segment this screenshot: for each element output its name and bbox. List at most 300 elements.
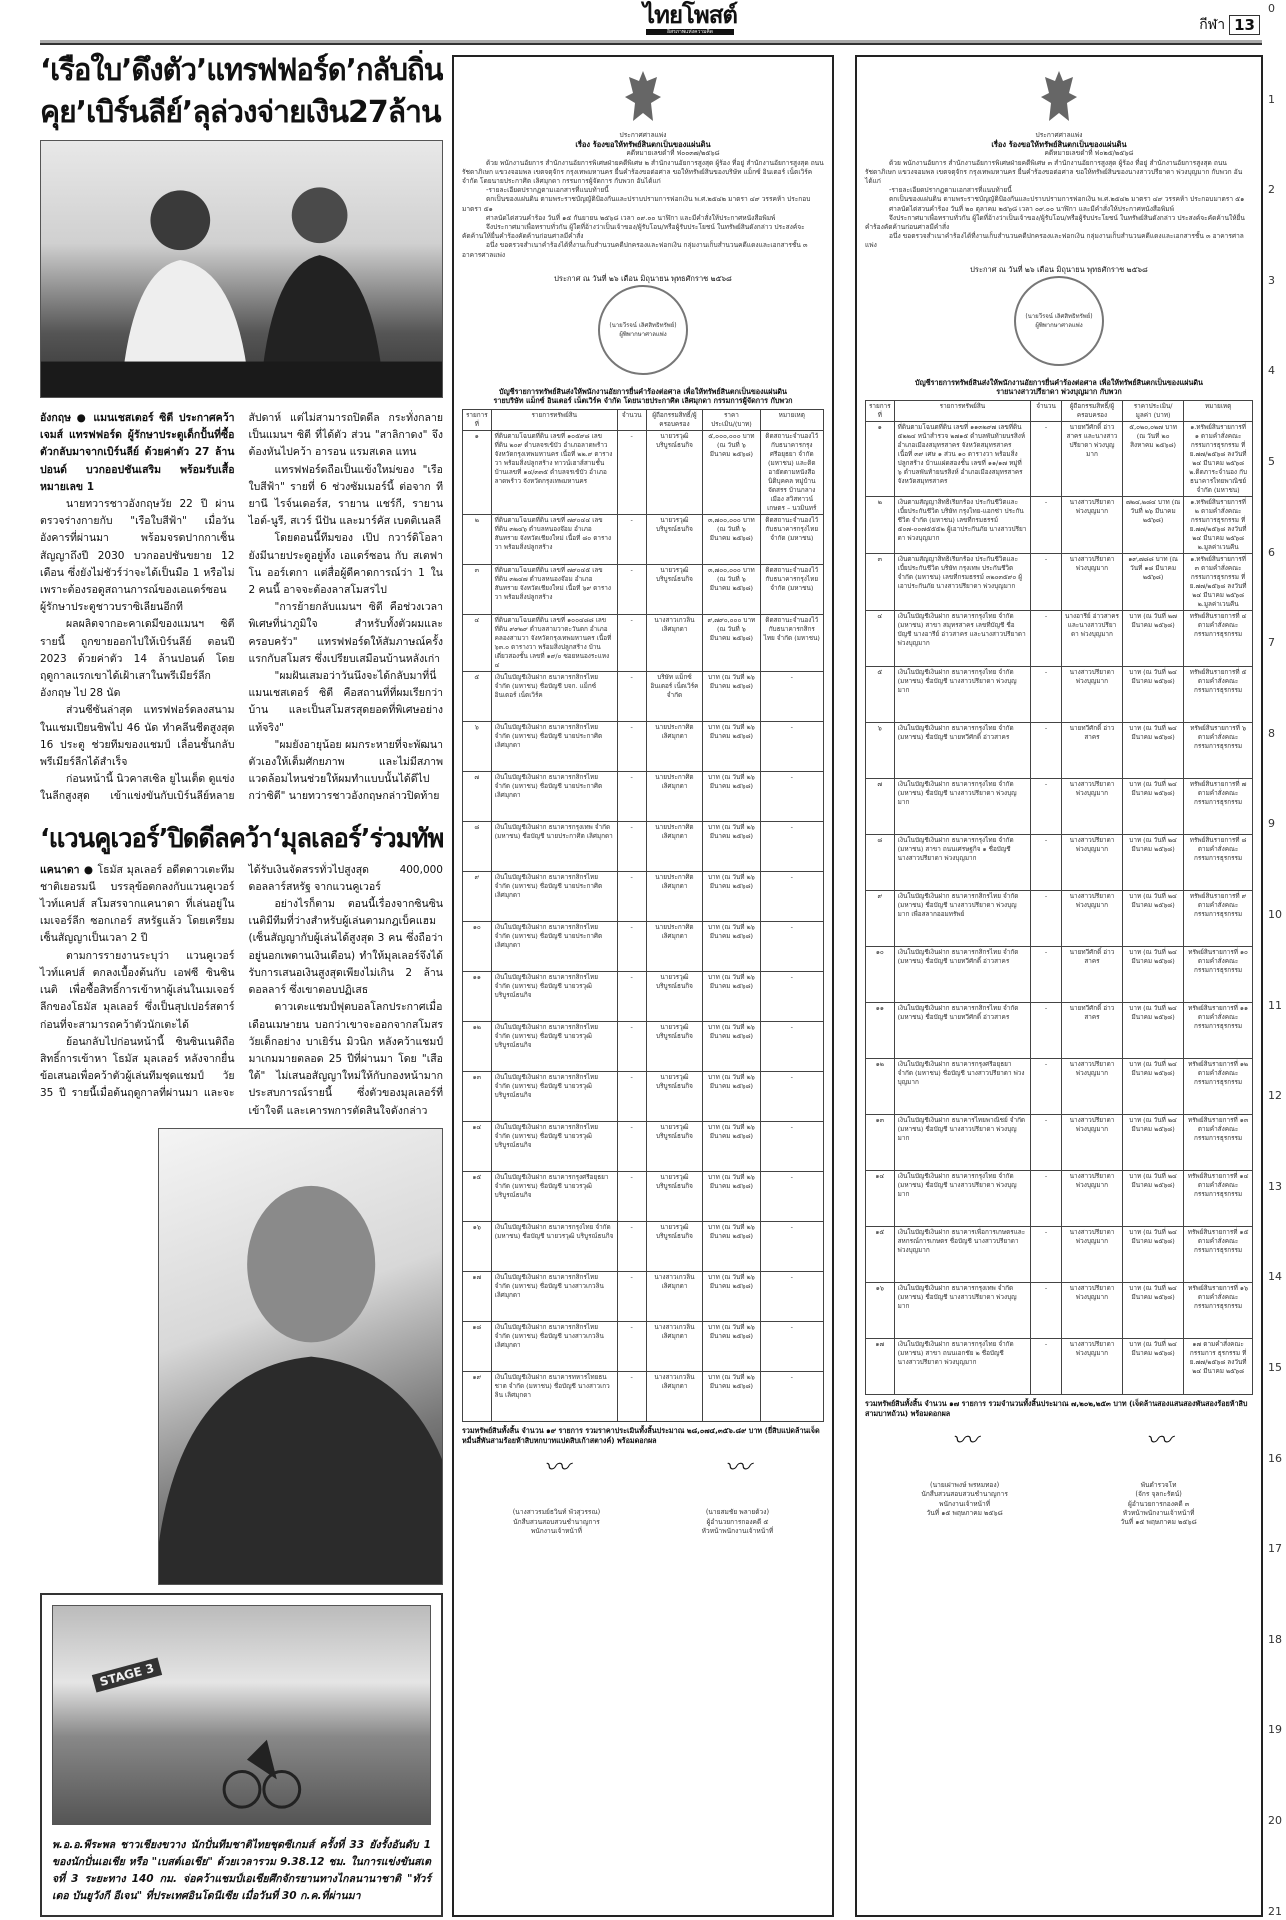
asset-cell: ทรัพย์สินรายการที่ ๑๒ ตามคำสั่งคณะกรรมการธุรกรรม (1184, 1059, 1253, 1115)
asset-cell: ทรัพย์สินรายการที่ ๕ ตามคำสั่งคณะกรรมการธุรกรรม (1184, 667, 1253, 723)
asset-cell: - (617, 515, 646, 565)
asset-cell: ๑๔ (866, 1171, 895, 1227)
asset-cell: - (1031, 611, 1062, 667)
asset-cell: นายทวีศักดิ์ อ่าวสาคร (1061, 1003, 1122, 1059)
asset-cell: ๕ (463, 672, 492, 722)
asset-cell: นายประกาศิต เลิศมุกดา (646, 772, 703, 822)
notice-paragraph: ศาลนัดไต่สวนคำร้อง วันที่ ๑๕ กันยายน ๒๕๖๘ เวลา ๐๙.๐๐ นาฬิกา และมีคำสั่งให้ประกาศหนังสือพิมพ์ (486, 213, 776, 222)
asset-cell: เงินตามสัญญาสิทธิเรียกร้อง ประกันชีวิตและเบี้ยประกันชีวิต บริษัท กรุงเทพ ประกันชีวิต จำกัด (มหาชน) เลขที่กรมธรรม์ ๓๒๐๓๕๙๐ ผู้เอาประกันภัย นางสาวปรียาดา พ่วงบุญมาก (894, 554, 1031, 611)
asset-cell: ๕ (866, 667, 895, 723)
asset-cell: - (617, 1022, 646, 1072)
article-paragraph: แทรฟฟอร์ดถือเป็นแข้งใหม่ของ "เรือใบสีฟ้า" รายที่ 6 ช่วงซัมเมอร์นี้ ต่อจาก ทียานี ไรจ์นเดอร์ส, รายาน แชร์กี, รายาน ไอต์-นูรี, สเวร์ นีปัน และมาร์คัส เบตติเนลลี (248, 463, 443, 528)
asset-cell: นายวรวุฒิ บริบูรณ์ธนกิจ (646, 1122, 703, 1172)
asset-row (866, 554, 1253, 611)
section-label (1199, 14, 1260, 36)
asset-row (463, 972, 824, 1022)
signatory-name: (นายเผ่าพงษ์ พรหมทอง) (930, 1481, 1000, 1490)
asset-row (463, 772, 824, 822)
article-paragraph: ก่อนหน้านี้ นิวคาสเซิล ยูไนเต็ด ดูแข่งในลีกสูงสุด เข้าแข่งขันกับเบิร์นลีย์หลายสัปดาห์ แต่ไม่สามารถปิดดีล กระทั่งกลายเป็นแมนฯ ซิตี ที่ได้ตัว ส่วน "สาลิกาดง" จึงต้องหันไปคว้า อารอน แรมสเดล แทน (40, 412, 443, 803)
asset-cell: นางสาวเกวลิน เลิศมุกดา (646, 615, 703, 672)
line-number: 10 (1268, 908, 1282, 921)
article2-headline: ‘แวนคูเวอร์’ปิดดีลคว้า‘มุลเลอร์’ร่วมทัพ (40, 823, 443, 854)
photo-people-silhouette (41, 141, 442, 397)
asset-list-title: บัญชีรายการทรัพย์สินส่งให้พนักงานอัยการยื่นคำร้องต่อศาล เพื่อให้ทรัพย์สินตกเป็นของแผ่นดิน (499, 387, 787, 397)
asset-cell: นายวรวุฒิ บริบูรณ์ธนกิจ (646, 515, 703, 565)
line-number: 6 (1268, 545, 1275, 559)
notice-date: ประกาศ ณ วันที่ ๒๖ เดือน มิถุนายน พุทธศักราช ๒๕๖๘ (554, 273, 732, 283)
asset-cell: นายประกาศิต เลิศมุกดา (646, 722, 703, 772)
asset-row (463, 1372, 824, 1422)
asset-cell: ๙ (866, 891, 895, 947)
asset-cell: - (617, 565, 646, 615)
asset-cell: - (617, 922, 646, 972)
column-header: รายการทรัพย์สิน (894, 401, 1031, 422)
column-header: หมายเหตุ (1184, 401, 1253, 422)
asset-cell: ๗ (463, 772, 492, 822)
asset-cell: เงินในบัญชีเงินฝาก ธนาคารกรุงไทย จำกัด (มหาชน) ชื่อบัญชี นางสาวปรียาดา พ่วงบุญมาก (894, 1171, 1031, 1227)
signatory-title: ผู้อำนวยการกองคดี ๕ (706, 1517, 769, 1526)
notice-paragraph: ตกเป็นของแผ่นดิน ตามพระราชบัญญัติป้องกันและปราบปรามการฟอกเงิน พ.ศ.๒๕๔๒ มาตรา ๔๙ วรรคห้า ประกอบมาตรา ๕๑ (462, 195, 811, 213)
asset-cell: ๑ (463, 431, 492, 515)
asset-row (866, 611, 1253, 667)
asset-row (463, 431, 824, 515)
asset-cell: ๑๙ (463, 1372, 492, 1422)
asset-cell: บาท (ณ วันที่ ๒๖ มีนาคม ๒๕๖๘) (703, 1122, 760, 1172)
asset-cell: นางสาวปรียาดา พ่วงบุญมาก (1061, 667, 1122, 723)
asset-row (866, 1059, 1253, 1115)
asset-cell: นางสาวปรียาดา พ่วงบุญมาก (1061, 1115, 1122, 1171)
asset-cell: ๓ (866, 554, 895, 611)
asset-cell: ๑.ทรัพย์สินรายการที่ ๒ ตามคำสั่งคณะกรรมการธุรกรรม ที่ ย.๗๗/๒๕๖๘ ลงวันที่ ๒๔ มีนาคม ๒๕๖๘ ๒.มูลค่าเวนคืน (1184, 497, 1253, 554)
article-paragraph: ผลผลิตจากอะคาเดมีของแมนฯ ซิตี รายนี้ ถูกขายออกไปให้เบิร์นลีย์ ตอนปี 2023 ด้วยค่าตัว 14 ล้านปอนด์ โดยฤดูกาลแรกเขาได้เฝ้าเสาในพรีเมียร์ลีกอังกฤษ ไป 28 นัด (40, 618, 235, 700)
asset-cell: เงินในบัญชีเงินฝาก ธนาคารกรุงศรีอยุธยา จำกัด (มหาชน) ชื่อบัญชี นายวรวุฒิ บริบูรณ์ธนกิจ (491, 1172, 617, 1222)
asset-row (463, 565, 824, 615)
asset-cell: - (617, 1172, 646, 1222)
asset-cell: บาท (ณ วันที่ ๒๖ มีนาคม ๒๕๖๘) (703, 872, 760, 922)
asset-cell: เงินในบัญชีเงินฝาก ธนาคารเพื่อการเกษตรและสหกรณ์การเกษตร ชื่อบัญชี นางสาวปรียาดา พ่วงบุญมาก (894, 1227, 1031, 1283)
column-header: ราคาประเมิน/มูลค่า (บาท) (1123, 401, 1184, 422)
asset-cell: นางสาวปรียาดา พ่วงบุญมาก (1061, 779, 1122, 835)
asset-cell: เงินในบัญชีเงินฝาก ธนาคารทหารไทยธนชาต จำกัด (มหาชน) ชื่อบัญชี นางสาวเกวลิน เลิศมุกดา (491, 1372, 617, 1422)
asset-cell: เงินในบัญชีเงินฝาก ธนาคารกสิกรไทย จำกัด (มหาชน) ชื่อบัญชี นายวรวุฒิ บริบูรณ์ธนกิจ (491, 1022, 617, 1072)
asset-cell: นายทวีศักดิ์ อ่าวสาคร และนางสาวปรียาดา พ่วงบุญมาก (1061, 422, 1122, 497)
garuda-emblem-icon (623, 67, 663, 127)
asset-cell: - (760, 922, 823, 972)
asset-cell: บาท (ณ วันที่ ๒๖ มีนาคม ๒๕๖๘) (703, 672, 760, 722)
asset-cell: นายวรวุฒิ บริบูรณ์ธนกิจ (646, 1222, 703, 1272)
asset-row (463, 872, 824, 922)
asset-cell: นางสาวเกวลิน เลิศมุกดา (646, 1272, 703, 1322)
line-number: 12 (1268, 1089, 1282, 1103)
asset-cell: บาท (ณ วันที่ ๒๔ มีนาคม ๒๕๖๘) (1123, 1227, 1184, 1283)
asset-cell: บาท (ณ วันที่ ๒๖ มีนาคม ๒๕๖๘) (703, 1322, 760, 1372)
asset-row (866, 1339, 1253, 1395)
asset-cell: - (760, 1172, 823, 1222)
column-header: จำนวน (617, 410, 646, 431)
asset-cell: - (1031, 554, 1062, 611)
asset-cell: - (1031, 779, 1062, 835)
asset-cell: เงินในบัญชีเงินฝาก ธนาคารกรุงเทพ จำกัด (มหาชน) ชื่อบัญชี นายประกาศิต เลิศมุกดา (491, 822, 617, 872)
asset-cell: - (617, 1222, 646, 1272)
trafford-signing-photo (40, 140, 443, 398)
column-header: รายการที่ (866, 401, 895, 422)
asset-table (462, 409, 824, 1422)
asset-cell: - (1031, 891, 1062, 947)
asset-cell: เงินในบัญชีเงินฝาก ธนาคารกสิกรไทย จำกัด (มหาชน) ชื่อบัญชี นางสาวเกวลิน เลิศมุกดา (491, 1272, 617, 1322)
asset-cell: ๑๗ (866, 1339, 895, 1395)
asset-row (463, 1022, 824, 1072)
asset-cell: ๑๓ (866, 1115, 895, 1171)
asset-cell: บาท (ณ วันที่ ๒๔ มีนาคม ๒๕๖๘) (1123, 723, 1184, 779)
asset-cell: - (1031, 667, 1062, 723)
asset-cell: ทรัพย์สินรายการที่ ๖ ตามคำสั่งคณะกรรมการธุรกรรม (1184, 723, 1253, 779)
sports-column (40, 50, 443, 1917)
asset-cell: นางสาวปรียาดา พ่วงบุญมาก (1061, 1339, 1122, 1395)
line-number-ruler (1268, 0, 1286, 1920)
asset-cell: นางสาวปรียาดา พ่วงบุญมาก (1061, 891, 1122, 947)
asset-cell: บริษัท แม็กซ์ อินเตอร์ เน็ตเวิร์ค จำกัด (646, 672, 703, 722)
asset-cell: เงินในบัญชีเงินฝาก ธนาคารกรุงไทย จำกัด (มหาชน) ชื่อบัญชี นายทวีศักดิ์ อ่าวสาคร (894, 723, 1031, 779)
asset-cell: นายวรวุฒิ บริบูรณ์ธนกิจ (646, 431, 703, 515)
asset-cell: เงินในบัญชีเงินฝาก ธนาคารกสิกรไทย จำกัด (มหาชน) ชื่อบัญชี นายวรวุฒิ บริบูรณ์ธนกิจ (491, 972, 617, 1022)
asset-cell: นายประกาศิต เลิศมุกดา (646, 822, 703, 872)
line-number: 16 (1268, 1451, 1282, 1465)
asset-row (866, 1115, 1253, 1171)
asset-cell: บาท (ณ วันที่ ๒๔ มีนาคม ๒๕๖๘) (1123, 779, 1184, 835)
asset-row (866, 497, 1253, 554)
notice-paragraph: จึงประกาศมาเพื่อทราบทั่วกัน ผู้ใดที่อ้างว่าเป็นเจ้าของ/ผู้รับโอน/หรือผู้รับประโยชน์ ในทรัพย์สินดังกล่าว ประสงค์จะคัดค้านให้ยื่นคำร้องคัดค้านก่อนศาลมีคำสั่ง (462, 223, 805, 241)
asset-cell: - (617, 615, 646, 672)
asset-cell: ติดสถานะจำนองไว้กับธนาคารกรุงไทย จำกัด (มหาชน) (760, 565, 823, 615)
line-number: 13 (1268, 1179, 1282, 1193)
asset-cell: ติดสถานะจำนองไว้กับธนาคารกสิกรไทย จำกัด (มหาชน) (760, 615, 823, 672)
asset-cell: เงินในบัญชีเงินฝาก ธนาคารกรุงไทย จำกัด (มหาชน) สาขา สมุทรสาคร เลขที่บัญชี ชื่อบัญชี นางอารีย์ อ่าวสาคร และนางสาวปรียาดา พ่วงบุญมาก (894, 611, 1031, 667)
asset-cell: ทรัพย์สินรายการที่ ๑๓ ตามคำสั่งคณะกรรมการธุรกรรม (1184, 1115, 1253, 1171)
asset-row (463, 722, 824, 772)
asset-row (463, 822, 824, 872)
judge-name: (นายวีรจน์ เลิศสิทธิทรัพย์) (1025, 312, 1093, 320)
signatory-title: นักสืบสวนสอบสวนชำนาญการ (921, 1490, 1008, 1499)
article-paragraph: โดยตอนนี้ทีมของ เป๊ป กวาร์ดิโอลา ยังมีนายประตูอยู่ทั้ง เอแดร์ซอน กับ สเตฟาโน ออร์เตกา แต่สื่อผู้ดีคาดการณ์ว่า 1 ใน 2 คนนี้ อาจจะต้องลาสโมสรไป (248, 532, 443, 597)
asset-cell: เงินในบัญชีเงินฝาก ธนาคารกสิกรไทย จำกัด (มหาชน) ชื่อบัญชี นายวรวุฒิ บริบูรณ์ธนกิจ (491, 1122, 617, 1172)
asset-cell: นายทวีศักดิ์ อ่าวสาคร (1061, 723, 1122, 779)
asset-row (866, 1003, 1253, 1059)
asset-cell: ที่ดินตามโฉนดที่ดิน เลขที่ ๑๐๐๔๘๘ เลขที่ดิน ๙๙๒๙ ตำบลสามวาตะวันตก อำเภอคลองสามวา จังหวัดกรุงเทพมหานคร เนื้อที่ ๖๓.๐ ตารางวา พร้อมสิ่งปลูกสร้าง บ้านเดี่ยวสองชั้น เลขที่ ๑๙/๐ ซอยหนองระแหง ๔ (491, 615, 617, 672)
asset-row (866, 947, 1253, 1003)
asset-cell: - (617, 872, 646, 922)
asset-cell: นางสาวปรียาดา พ่วงบุญมาก (1061, 554, 1122, 611)
headline-line: ‘เรือใบ’ดึงตัว’แทรฟฟอร์ด’กลับถิ่น (40, 53, 443, 88)
asset-list-title: บัญชีรายการทรัพย์สินส่งให้พนักงานอัยการยื่นคำร้องต่อศาล เพื่อให้ทรัพย์สินตกเป็นของแผ่นดิน (915, 377, 1203, 387)
muller-photo (158, 1128, 443, 1585)
line-number: 20 (1268, 1814, 1282, 1827)
asset-cell: ๑๘ (463, 1322, 492, 1372)
article-paragraph: "การย้ายกลับแมนฯ ซิตี คือช่วงเวลาพิเศษที่น่าภูมิใจ สำหรับทั้งตัวผมและครอบครัว" แทรฟฟอร์ดให้สัมภาษณ์ครั้งแรกกับสโมสร ซึ่งเปรียบเสมือนบ้านหลังเก่า (248, 601, 443, 665)
asset-cell: บาท (ณ วันที่ ๒๔ มีนาคม ๒๕๖๘) (1123, 835, 1184, 891)
asset-cell: บาท (ณ วันที่ ๒๗ มีนาคม ๒๕๖๘) (1123, 611, 1184, 667)
asset-row (463, 1072, 824, 1122)
signatory (701, 1453, 774, 1536)
asset-cell: ๖ (866, 723, 895, 779)
article-paragraph: นายทวารชาวอังกฤษวัย 22 ปี ผ่านตรวจร่างกายกับ "เรือใบสีฟ้า" เมื่อวันอังคารที่ผ่านมา พร้อมจรดปากกาเซ็นสัญญาถึงปี 2030 บวกออปชันขยาย 12 เดือน ซึ่งยังไม่ชัวร์ว่าจะได้เป็นมือ 1 หรือไม่ เพราะต้องรอดูสถานการณ์ของเอแดร์ซอน ผู้รักษาประตูชาวบราซิเลียนอีกที (40, 498, 235, 614)
asset-cell: - (1031, 1283, 1062, 1339)
newspaper-logo (640, 2, 740, 35)
asset-cell: - (617, 1272, 646, 1322)
asset-row (463, 922, 824, 972)
asset-cell: บาท (ณ วันที่ ๒๖ มีนาคม ๒๕๖๘) (703, 1222, 760, 1272)
asset-cell: ๑๔ (463, 1122, 492, 1172)
notice-paragraph: ตกเป็นของแผ่นดิน ตามพระราชบัญญัติป้องกันและปราบปรามการฟอกเงิน พ.ศ.๒๕๔๒ มาตรา ๔๙ วรรคห้า ประกอบมาตรา ๕๑ (889, 195, 1245, 204)
asset-cell: - (760, 1222, 823, 1272)
asset-cell: นายวรวุฒิ บริบูรณ์ธนกิจ (646, 1172, 703, 1222)
asset-cell: นางสาวเกวลิน เลิศมุกดา (646, 1372, 703, 1422)
line-number: 21 (1268, 1904, 1282, 1918)
cycling-photo (52, 1605, 431, 1825)
asset-cell: ๓,๗๐๐,๐๐๐ บาท (ณ วันที่ ๖ มีนาคม ๒๕๖๘) (703, 515, 760, 565)
asset-cell: นางสาวปรียาดา พ่วงบุญมาก (1061, 1059, 1122, 1115)
asset-row (463, 1172, 824, 1222)
asset-cell: - (760, 1122, 823, 1172)
asset-cell: เงินในบัญชีเงินฝาก ธนาคารกสิกรไทย จำกัด (มหาชน) ชื่อบัญชี บจก. แม็กซ์ อินเตอร์ เน็ตเวิร์ค (491, 672, 617, 722)
asset-cell: - (760, 822, 823, 872)
asset-cell: - (617, 1122, 646, 1172)
table-header-row (463, 410, 824, 431)
column-header: จำนวน (1031, 401, 1062, 422)
asset-cell: ๑๖ (463, 1222, 492, 1272)
asset-cell: ๗ (866, 779, 895, 835)
line-number: 1 (1268, 92, 1275, 106)
asset-cell: ติดสถานะจำนองไว้กับธนาคารกรุงไทย จำกัด (มหาชน) (760, 515, 823, 565)
asset-cell: บาท (ณ วันที่ ๒๔ มีนาคม ๒๕๖๘) (1123, 891, 1184, 947)
asset-cell: บาท (ณ วันที่ ๒๖ มีนาคม ๒๕๖๘) (703, 772, 760, 822)
asset-cell: บาท (ณ วันที่ ๒๖ มีนาคม ๒๕๖๘) (703, 1372, 760, 1422)
article-lead: อังกฤษ ● แมนเชสเตอร์ ซิตี ประกาศคว้า เจมส์ แทรฟฟอร์ด ผู้รักษาประตูเด็กปั้นที่ซื้อตัวกลับมาจากเบิร์นลีย์ ด้วยค่าตัว 27 ล้านปอนด์ บวกออปชันเสริม พร้อมรับเสื้อหมายเลข 1 (40, 412, 235, 493)
asset-cell: เงินในบัญชีเงินฝาก ธนาคารกรุงไทย จำกัด (มหาชน) สาขา ถนนเศรษฐกิจ ๑ ชื่อบัญชี นางสาวปรียาดา พ่วงบุญมาก (894, 835, 1031, 891)
asset-cell: - (617, 772, 646, 822)
asset-cell: ๒ (866, 497, 895, 554)
asset-cell: - (760, 672, 823, 722)
asset-cell: ที่ดินตามโฉนดที่ดิน เลขที่ ๑๑๓๒๙๗ เลขที่ดิน ๕๒๒๔ หน้าสำรวจ ๒๗๑๕ ตำบลพันท้ายนรสิงห์ อำเภอเมืองสมุทรสาคร จังหวัดสมุทรสาคร เนื้อที่ ๓๙ เศษ ๑ ส่วน ๑๐ ตารางวา พร้อมสิ่งปลูกสร้าง บ้านแฝดสองชั้น เลขที่ ๑๑/๑๗ หมู่ที่ ๖ ตำบลพันท้ายนรสิงห์ อำเภอเมืองสมุทรสาคร จังหวัดสมุทรสาคร (894, 422, 1031, 497)
asset-cell: ๓,๗๐๐,๐๐๐ บาท (ณ วันที่ ๖ มีนาคม ๒๕๖๘) (703, 565, 760, 615)
asset-cell: นางสาวปรียาดา พ่วงบุญมาก (1061, 497, 1122, 554)
article-paragraph: "ผมยังอายุน้อย ผมกระหายที่จะพัฒนาตัวเองให้เต็มศักยภาพ และไม่มีสภาพแวดล้อมไหนช่วยให้ผมทำแบบนั้นได้ดีไปกว่าซิตี" นายทวารชาวอังกฤษกล่าวปิดท้าย (248, 738, 443, 803)
asset-row (463, 1222, 824, 1272)
notice-issuer: ประกาศศาลแพ่ง (619, 131, 667, 139)
asset-cell: เงินในบัญชีเงินฝาก ธนาคารกรุงไทย จำกัด (มหาชน) สาขา ถนนเอกชัย ๒ ชื่อบัญชี นางสาวปรียาดา พ่วงบุญมาก (894, 1339, 1031, 1395)
article-paragraph: อย่างไรก็ตาม ตอนนี้เรื่องจากซินซินเนติมีทีมที่ว่างสำหรับผู้เล่นตามกฎเบ็คแฮม (เซ็นสัญญากับผู้เล่นได้สูงสุด 3 คน ซึ่งถือว่าอยู่นอกเพดานเงินเดือน) ทำให้มุลเลอร์จึงได้รับการเสนอเงินสูงสุดเพียงไม่เกิน 2 ล้านดอลลาร์ ซึ่งเขาตอบปฏิเสธ (248, 898, 443, 997)
asset-cell: ๘ (463, 822, 492, 872)
notice-paragraph: ศาลนัดไต่สวนคำร้อง วันที่ ๒๐ ตุลาคม ๒๕๖๘ เวลา ๐๙.๐๐ นาฬิกา และมีคำสั่งให้ประกาศหนังสือพิมพ์ (889, 204, 1174, 213)
cycling-photo-box (40, 1593, 443, 1917)
asset-cell: เงินในบัญชีเงินฝาก ธนาคารกสิกรไทย จำกัด (มหาชน) ชื่อบัญชี นายวรวุฒิ บริบูรณ์ธนกิจ (491, 1072, 617, 1122)
asset-cell: ทรัพย์สินรายการที่ ๘ ตามคำสั่งคณะกรรมการธุรกรรม (1184, 835, 1253, 891)
article1-headline (40, 50, 443, 134)
asset-cell: ๑๕ (866, 1227, 895, 1283)
asset-row (866, 891, 1253, 947)
line-number: 5 (1268, 455, 1275, 468)
asset-cell: บาท (ณ วันที่ ๒๔ มีนาคม ๒๕๖๘) (1123, 1171, 1184, 1227)
line-number: 2 (1268, 183, 1275, 197)
asset-cell: - (1031, 723, 1062, 779)
asset-row (866, 779, 1253, 835)
signatory-name: (นางสาวรมย์ธวินท์ พัวสุวรรณ) (512, 1508, 601, 1517)
column-header: รายการที่ (463, 410, 492, 431)
asset-cell: ทรัพย์สินรายการที่ ๔ ตามคำสั่งคณะกรรมการธุรกรรม (1184, 611, 1253, 667)
asset-cell: บาท (ณ วันที่ ๒๔ มีนาคม ๒๕๖๘) (1123, 1115, 1184, 1171)
asset-cell: ๕,๐๒๐,๐๒๗ บาท (ณ วันที่ ๒๐ สิงหาคม ๒๕๖๘) (1123, 422, 1184, 497)
asset-cell: นายวรวุฒิ บริบูรณ์ธนกิจ (646, 1072, 703, 1122)
asset-cell: เงินในบัญชีเงินฝาก ธนาคารกรุงไทย จำกัด (มหาชน) ชื่อบัญชี นางสาวปรียาดา พ่วงบุญมาก (894, 667, 1031, 723)
asset-row (866, 1227, 1253, 1283)
asset-cell: นางสาวปรียาดา พ่วงบุญมาก (1061, 1227, 1122, 1283)
signatory-role: หัวหน้าพนักงานเจ้าหน้าที่ (1122, 1508, 1195, 1517)
asset-cell: - (760, 772, 823, 822)
cyclists-silhouette (53, 1606, 430, 1824)
asset-cell: เงินในบัญชีเงินฝาก ธนาคารกรุงเทพ จำกัด (มหาชน) ชื่อบัญชี นางสาวปรียาดา พ่วงบุญมาก (894, 1283, 1031, 1339)
signature-mark: 〰 (724, 1453, 751, 1484)
asset-cell: - (1031, 1171, 1062, 1227)
asset-cell: - (617, 431, 646, 515)
court-notice-2 (855, 55, 1263, 1917)
asset-list-subtitle: รายนางสาวปรียาดา พ่วงบุญมาก กับพวก (996, 387, 1122, 397)
signatory-role: พนักงานเจ้าหน้าที่ (530, 1526, 582, 1535)
signatory (921, 1426, 1008, 1527)
garuda-emblem-icon (1039, 67, 1079, 127)
asset-cell: นายวรวุฒิ บริบูรณ์ธนกิจ (646, 565, 703, 615)
column-header: หมายเหตุ (760, 410, 823, 431)
asset-cell: ๑.ทรัพย์สินรายการที่ ๑ ตามคำสั่งคณะกรรมการธุรกรรม ที่ ย.๗๗/๒๕๖๘ ลงวันที่ ๒๔ มีนาคม ๒๕๖๘ ๒.ติดภาระจำนอง กับธนาคารไทยพาณิชย์ จำกัด (มหาชน) (1184, 422, 1253, 497)
court-seal-signature (1014, 276, 1104, 366)
signatory-name: (จักร จุลกะรัตน์) (1135, 1490, 1182, 1499)
notice-body (865, 159, 1253, 251)
asset-cell: - (1031, 1003, 1062, 1059)
asset-row (866, 1171, 1253, 1227)
article-paragraph: ดาวเตะแชมป์ฟุตบอลโลกประกาศเมื่อเดือนเมษายน บอกว่าเขาจะออกจากสโมสรวัยเด็กอย่าง บาเยิร์น มิวนิก หลังคว้าแชมป์มาเกมมายตลอด 25 ปีที่ผ่านมา โดย "เสือใต้" ไม่เสนอสัญญาใหม่ให้กับกองหน้ามากประสบการณ์รายนี้ ซึ่งตัวของมุลเลอร์ที่เข้าใจดี และเคารพการตัดสินใจดังกล่าว (248, 1001, 443, 1117)
asset-cell: บาท (ณ วันที่ ๒๔ มีนาคม ๒๕๖๘) (1123, 1003, 1184, 1059)
asset-cell: ๖ (463, 722, 492, 772)
asset-cell: - (617, 1322, 646, 1372)
asset-cell: เงินในบัญชีเงินฝาก ธนาคารกสิกรไทย จำกัด (มหาชน) ชื่อบัญชี นายประกาศิต เลิศมุกดา (491, 772, 617, 822)
notice-paragraph: -รายละเอียดปรากฏตามเอกสารที่แนบท้ายนี้ (889, 186, 1012, 195)
asset-cell: ๑๖ (866, 1283, 895, 1339)
asset-row (463, 1272, 824, 1322)
asset-cell: ๔ (866, 611, 895, 667)
asset-cell: ทรัพย์สินรายการที่ ๑๐ ตามคำสั่งคณะกรรมการธุรกรรม (1184, 947, 1253, 1003)
asset-cell: ทรัพย์สินรายการที่ ๑๖ ตามคำสั่งคณะกรรมการธุรกรรม (1184, 1283, 1253, 1339)
asset-cell: ๑๑ (866, 1003, 895, 1059)
asset-cell: นางสาวปรียาดา พ่วงบุญมาก (1061, 835, 1122, 891)
asset-cell: ๑๑ (463, 972, 492, 1022)
judge-name: (นายวีรจน์ เลิศสิทธิทรัพย์) (609, 321, 677, 329)
signatory-rank: พันตำรวจโท (1140, 1481, 1177, 1490)
asset-cell: นายประกาศิต เลิศมุกดา (646, 872, 703, 922)
asset-cell: ที่ดินตามโฉนดที่ดิน เลขที่ ๗๙๐๔๕ เลขที่ดิน ๓๒๔๗ ตำบลหนองจ๊อม อำเภอสันทราย จังหวัดเชียงใหม่ เนื้อที่ ๖๙ ตารางวา พร้อมสิ่งปลูกสร้าง (491, 565, 617, 615)
asset-row (866, 723, 1253, 779)
article-paragraph: ส่วนซีซันล่าสุด แทรฟฟอร์ดลงสนามในแชมเปียนชิพไป 46 นัด ทำคลีนชีตสูงสุด 16 ประตู ช่วยทีมของแชมป์ เลื่อนชั้นกลับพรีเมียร์ลีกได้สำเร็จ (40, 704, 235, 769)
asset-table (865, 400, 1253, 1395)
logo-name: ไทยโพสต์ (643, 1, 737, 29)
notice-paragraph: ด้วย พนักงานอัยการ สำนักงานอัยการพิเศษฝ่ายคดีพิเศษ ๓ สำนักงานอัยการสูงสุด ผู้ร้อง ที่อยู่ สำนักงานอัยการสูงสุด ถนนรัชดาภิเษก แขวงจอมพล เขตจตุจักร กรุงเทพมหานคร ยื่นคำร้องขอต่อศาล ขอให้ทรัพย์สินของนางสาวปรียาดา พ่วงบุญมาก กับพวก อันได้แก่ (865, 158, 1243, 186)
notice-body (462, 159, 824, 260)
asset-cell: ๑๒ (463, 1022, 492, 1072)
asset-cell: เงินในบัญชีเงินฝาก ธนาคารกสิกรไทย จำกัด (มหาชน) ชื่อบัญชี นางสาวปรียาดา พ่วงบุญมาก เพื่อสลากออมทรัพย์ (894, 891, 1031, 947)
line-number: 11 (1268, 998, 1282, 1012)
asset-total: รวมทรัพย์สินทั้งสิ้น จำนวน ๑๙ รายการ รวมราคาประเมินทั้งสิ้นประมาณ ๒๘,๐๗๔,๓๕๖.๘๙ บาท (ยี่สิบแปดล้านเจ็ดหมื่นสี่พันสามร้อยห้าสิบหกบาทแปดสิบเก้าสตางค์) พร้อมดอกผล (462, 1426, 820, 1446)
asset-cell: บาท (ณ วันที่ ๒๔ มีนาคม ๒๕๖๘) (1123, 1059, 1184, 1115)
signatory (1120, 1426, 1197, 1527)
asset-cell: - (1031, 1227, 1062, 1283)
judge-title: ผู้พิพากษาศาลแพ่ง (619, 331, 667, 339)
asset-cell: ๑๗ (463, 1272, 492, 1322)
asset-cell: - (1031, 497, 1062, 554)
asset-cell: ทรัพย์สินรายการที่ ๑๔ ตามคำสั่งคณะกรรมการธุรกรรม (1184, 1171, 1253, 1227)
asset-cell: - (1031, 422, 1062, 497)
asset-cell: - (1031, 1059, 1062, 1115)
article2-headline-wrap (40, 820, 443, 858)
signatory-role: พนักงานเจ้าหน้าที่ (939, 1499, 991, 1508)
masthead-rule (40, 40, 1262, 45)
line-number: 19 (1268, 1723, 1282, 1737)
asset-cell: - (760, 1072, 823, 1122)
asset-cell: เงินในบัญชีเงินฝาก ธนาคารกสิกรไทย จำกัด (มหาชน) ชื่อบัญชี นายทวีศักดิ์ อ่าวสาคร (894, 947, 1031, 1003)
notice-paragraph: อนึ่ง ขอตรวจสำเนาคำร้องได้ที่งานเก็บสำนวนคดีปกครองและฟอกเงิน กลุ่มงานเก็บสำนวนคดีแดงและเอกสารชั้น ๓ อาคารศาลแพ่ง (462, 241, 808, 259)
asset-cell: บาท (ณ วันที่ ๒๖ มีนาคม ๒๕๖๘) (703, 722, 760, 772)
notice-issuer: ประกาศศาลแพ่ง (1035, 131, 1083, 139)
asset-cell: - (617, 672, 646, 722)
stage-banner: STAGE 3 (92, 1658, 162, 1693)
line-number: 14 (1268, 1270, 1282, 1284)
asset-cell: เงินตามสัญญาสิทธิเรียกร้อง ประกันชีวิตและเบี้ยประกันชีวิต บริษัท กรุงไทย-แอกซ่า ประกันชีวิต จำกัด (มหาชน) เลขที่กรมธรรม์ ๕๐๗-๐๐๗๕๕๕๒ ผู้เอาประกันภัย นางสาวปรียาดา พ่วงบุญมาก (894, 497, 1031, 554)
asset-cell: - (760, 1372, 823, 1422)
court-seal-signature (598, 285, 688, 375)
article-paragraph: ตามการรายงานระบุว่า แวนคูเวอร์ ไวท์แคปส์ ตกลงเบื้องต้นกับ เอฟซี ซินซินเนติ เพื่อซื้อสิทธิ์การเข้าหาผู้เล่นในเมเจอร์ลีกของโธมัส มุลเลอร์ ซึ่งเป็นสุปเปอร์สตาร์ก่อนที่จะสามารถคว้าตัวนักเตะได้ (40, 949, 235, 1031)
photo-caption: พ.อ.อ.พีระพล ชาวเชียงขวาง นักปั่นทีมชาติไทยชุดซีเกมส์ ครั้งที่ 33 ยังรั้งอันดับ 1 ของนักปั่นเอเชีย หรือ "เบสต์เอเชีย" ด้วยเวลารวม 9.38.12 ชม. ในการแข่งขันสเตจที่ 3 ระยะทาง 140 กม. จ่อคว้าแชมป์เอเชียศึกจักรยานทางไกลนานาชาติ "ทัวร์ เดอ บันยูวังกี อีเจน" ที่ประเทศอินโดนีเซีย เมื่อวันที่ 30 ก.ค.ที่ผ่านมา (52, 1839, 431, 1902)
asset-cell: - (760, 722, 823, 772)
asset-cell: นางอารีย์ อ่าวสาคร และนางสาวปรียาดา พ่วงบุญมาก (1061, 611, 1122, 667)
asset-row (463, 515, 824, 565)
line-number: 3 (1268, 273, 1275, 287)
asset-cell: ๑ (866, 422, 895, 497)
asset-cell: บาท (ณ วันที่ ๒๔ มีนาคม ๒๕๖๘) (1123, 667, 1184, 723)
asset-cell: ทรัพย์สินรายการที่ ๑๑ ตามคำสั่งคณะกรรมการธุรกรรม (1184, 1003, 1253, 1059)
article-lead: โธมัส มุลเลอร์ อดีตดาวเตะทีมชาติเยอรมนี บรรลุข้อตกลงกับแวนคูเวอร์ ไวท์แคปส์ สโมสรจากแคนาดา ที่เล่นอยู่ในเมเจอร์ลีก ซอกเกอร์ สหรัฐแล้ว โดยเตรียมเซ็นสัญญาเป็นเวลา 2 ปี (40, 863, 235, 945)
asset-cell: ทรัพย์สินรายการที่ ๑๕ ตามคำสั่งคณะกรรมการธุรกรรม (1184, 1227, 1253, 1283)
court-notice-1 (452, 55, 834, 1917)
asset-cell: เงินในบัญชีเงินฝาก ธนาคารกสิกรไทย จำกัด (มหาชน) ชื่อบัญชี นายทวีศักดิ์ อ่าวสาคร (894, 1003, 1031, 1059)
asset-total: รวมทรัพย์สินทั้งสิ้น จำนวน ๑๗ รายการ รวมจำนวนทั้งสิ้นประมาณ ๗,๒๐๒,๒๕๓ บาท (เจ็ดล้านสองแสนสองพันสองร้อยห้าสิบสามบาทถ้วน) พร้อมดอกผล (865, 1399, 1248, 1419)
asset-cell: ที่ดินตามโฉนดที่ดิน เลขที่ ๑๐๕๙๘ เลขที่ดิน ๒๐๙ ตำบลจรเข้บัว อำเภอลาดพร้าว จังหวัดกรุงเทพมหานคร เนื้อที่ ๒๒.๙ ตารางวา พร้อมสิ่งปลูกสร้าง ทาวน์เฮาส์สามชั้น บ้านเลขที่ ๑๔/๓๓๕ ตำบลจรเข้บัว อำเภอลาดพร้าว จังหวัดกรุงเทพมหานคร (491, 431, 617, 515)
asset-cell: ๑๐ (866, 947, 895, 1003)
asset-cell: ๑๗ ตามคำสั่งคณะกรรมการ ธุรกรรม ที่ ย.๗๗/๒๕๖๘ ลงวันที่ ๒๔ มีนาคม ๒๕๖๘ (1184, 1339, 1253, 1395)
asset-cell: เงินในบัญชีเงินฝาก ธนาคารกรุงศรีอยุธยา จำกัด (มหาชน) ชื่อบัญชี นางสาวปรียาดา พ่วงบุญมาก (894, 1059, 1031, 1115)
asset-cell: ๘ (866, 835, 895, 891)
asset-cell: - (617, 1072, 646, 1122)
asset-cell: บาท (ณ วันที่ ๒๔ มีนาคม ๒๕๖๘) (1123, 947, 1184, 1003)
line-number: 0 (1268, 2, 1275, 15)
asset-cell: ๙ (463, 872, 492, 922)
asset-cell: บาท (ณ วันที่ ๒๔ มีนาคม ๒๕๖๘) (1123, 1339, 1184, 1395)
line-number: 17 (1268, 1542, 1282, 1556)
signatory-date: วันที่ ๑๕ พฤษภาคม ๒๕๖๘ (926, 1508, 1003, 1517)
asset-cell: เงินในบัญชีเงินฝาก ธนาคารกสิกรไทย จำกัด (มหาชน) ชื่อบัญชี นายประกาศิต เลิศมุกดา (491, 872, 617, 922)
asset-cell: นายประกาศิต เลิศมุกดา (646, 922, 703, 972)
asset-cell: ทรัพย์สินรายการที่ ๙ ตามคำสั่งคณะกรรมการธุรกรรม (1184, 891, 1253, 947)
asset-cell: เงินในบัญชีเงินฝาก ธนาคารกสิกรไทย จำกัด (มหาชน) ชื่อบัญชี นายประกาศิต เลิศมุกดา (491, 722, 617, 772)
asset-cell: บาท (ณ วันที่ ๒๖ มีนาคม ๒๕๖๘) (703, 1172, 760, 1222)
asset-cell: เงินในบัญชีเงินฝาก ธนาคารกสิกรไทย จำกัด (มหาชน) ชื่อบัญชี นางสาวเกวลิน เลิศมุกดา (491, 1322, 617, 1372)
asset-cell: - (760, 1022, 823, 1072)
signatory-name: (นายสมชัย พลายด้วง) (705, 1508, 770, 1517)
